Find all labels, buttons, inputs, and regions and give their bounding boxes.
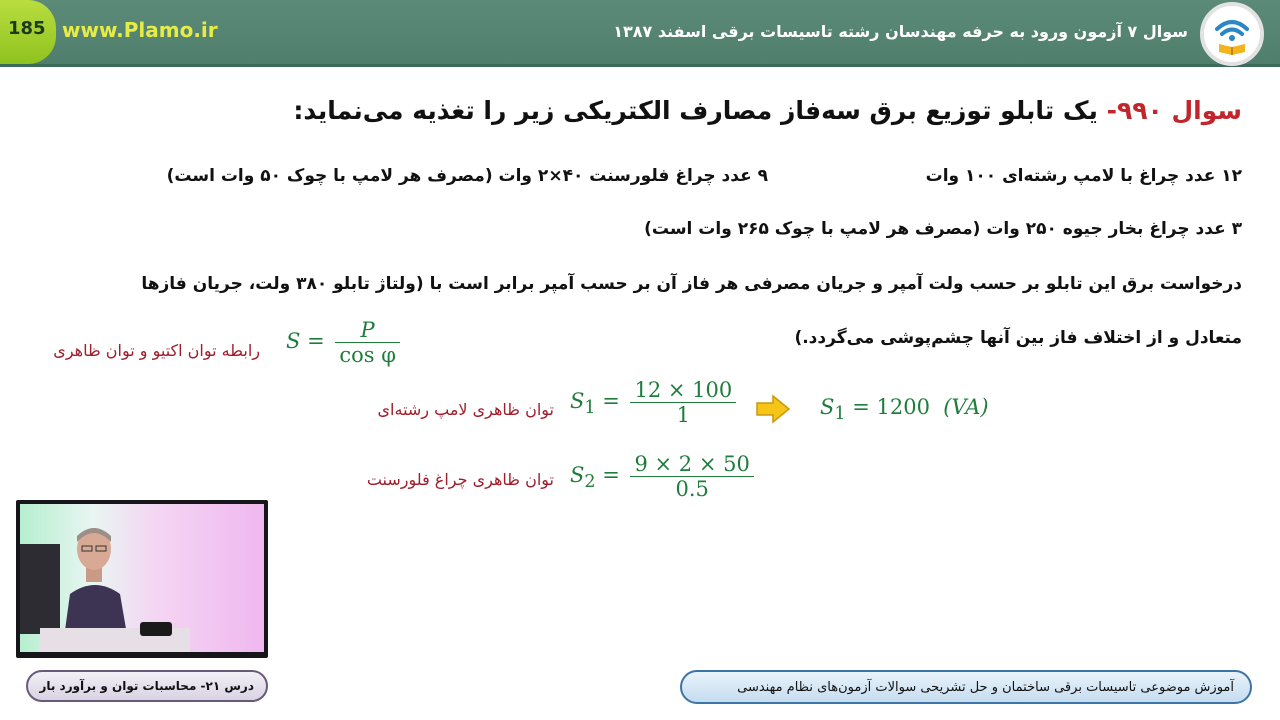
label-fluorescent-power: توان ظاهری چراغ فلورسنت	[366, 470, 554, 489]
eq4-numerator: 9 × 2 × 50	[630, 452, 753, 477]
eq2-lhs: S	[570, 389, 585, 413]
lesson-label-box	[26, 670, 268, 702]
question-request-line: درخواست برق این تابلو بر حسب ولت آمپر و جریان مصرفی هر فاز آن بر حسب آمپر برابر است با (ولتاژ تابلو ۳۸۰ ولت، جریان فازها	[141, 274, 1242, 294]
eq2-fraction	[630, 378, 736, 427]
eq1-numerator: P	[335, 318, 400, 343]
eq4-denominator: 0.5	[675, 477, 709, 501]
question-request-line-2: متعادل و از اختلاف فاز بین آنها چشم‌پوشی می‌گردد.)	[794, 328, 1242, 348]
video-screen	[20, 504, 264, 652]
label-relation: رابطه توان اکتیو و توان ظاهری	[53, 341, 260, 360]
eq1-denominator: cos φ	[339, 343, 396, 367]
result-s1: $S_1 = 1200$ (VA)	[820, 395, 989, 425]
footer-label: آموزش موضوعی تاسیسات برقی ساختمان و حل تشریحی سوالات آزمون‌های نظام مهندسی	[737, 680, 1234, 695]
header-bar	[0, 0, 1280, 64]
page-badge	[0, 0, 56, 64]
eq4-fraction	[630, 452, 753, 501]
site-url[interactable]: www.Plamo.ir	[62, 18, 218, 42]
load-mercury-vapor: ۳ عدد چراغ بخار جیوه ۲۵۰ وات (مصرف هر لامپ با چوک ۲۶۵ وات است)	[644, 219, 1242, 239]
header-divider	[0, 64, 1280, 67]
instructor-video[interactable]	[16, 500, 268, 658]
load-fluorescent: ۹ عدد چراغ فلورسنت ۴۰×۲ وات (مصرف هر لامپ با چوک ۵۰ وات است)	[166, 166, 768, 186]
load-incandescent: ۱۲ عدد چراغ با لامپ رشته‌ای ۱۰۰ وات	[925, 166, 1242, 186]
eq2-denominator: 1	[676, 403, 691, 427]
lesson-label: درس ۲۱- محاسبات توان و برآورد بار	[39, 679, 254, 693]
page-number: 185	[8, 18, 46, 39]
label-incandescent-power: توان ظاهری لامپ رشته‌ای	[377, 400, 554, 419]
eq4-subscript: 2	[584, 472, 596, 493]
formula-s1: $S_1$ = $\frac{12 \times 100}{1}$	[570, 378, 740, 427]
eq2-numerator: 12 × 100	[630, 378, 736, 403]
eq2-subscript: 1	[584, 398, 596, 419]
header-title: سوال ۷ آزمون ورود به حرفه مهندسان رشته تاسیسات برقی اسفند ۱۳۸۷	[613, 22, 1188, 41]
eq3-unit: (VA)	[943, 395, 989, 419]
formula-apparent-power: S = $\frac{P}{\text{cos φ}}$	[286, 318, 404, 367]
right-arrow-icon	[755, 394, 791, 424]
eq1-lhs: S	[286, 329, 301, 353]
wifi-book-logo-icon	[1200, 2, 1264, 66]
question-title: یک تابلو توزیع برق سه‌فاز مصارف الکتریکی زیر را تغذیه می‌نماید:	[293, 96, 1107, 125]
eq3-value: 1200	[876, 395, 930, 419]
eq4-lhs: S	[570, 463, 585, 487]
eq3-subscript: 1	[834, 404, 846, 425]
footer-label-box	[680, 670, 1252, 704]
question-heading	[293, 96, 1242, 125]
eq3-lhs: S	[820, 395, 835, 419]
question-number: سوال ۹۹۰-	[1106, 96, 1242, 125]
formula-s2: $S_2$ = $\frac{9 \times 2 \times 50}{0.5}$	[570, 452, 758, 501]
eq1-fraction	[335, 318, 400, 367]
instructor-video-icon	[20, 504, 264, 652]
